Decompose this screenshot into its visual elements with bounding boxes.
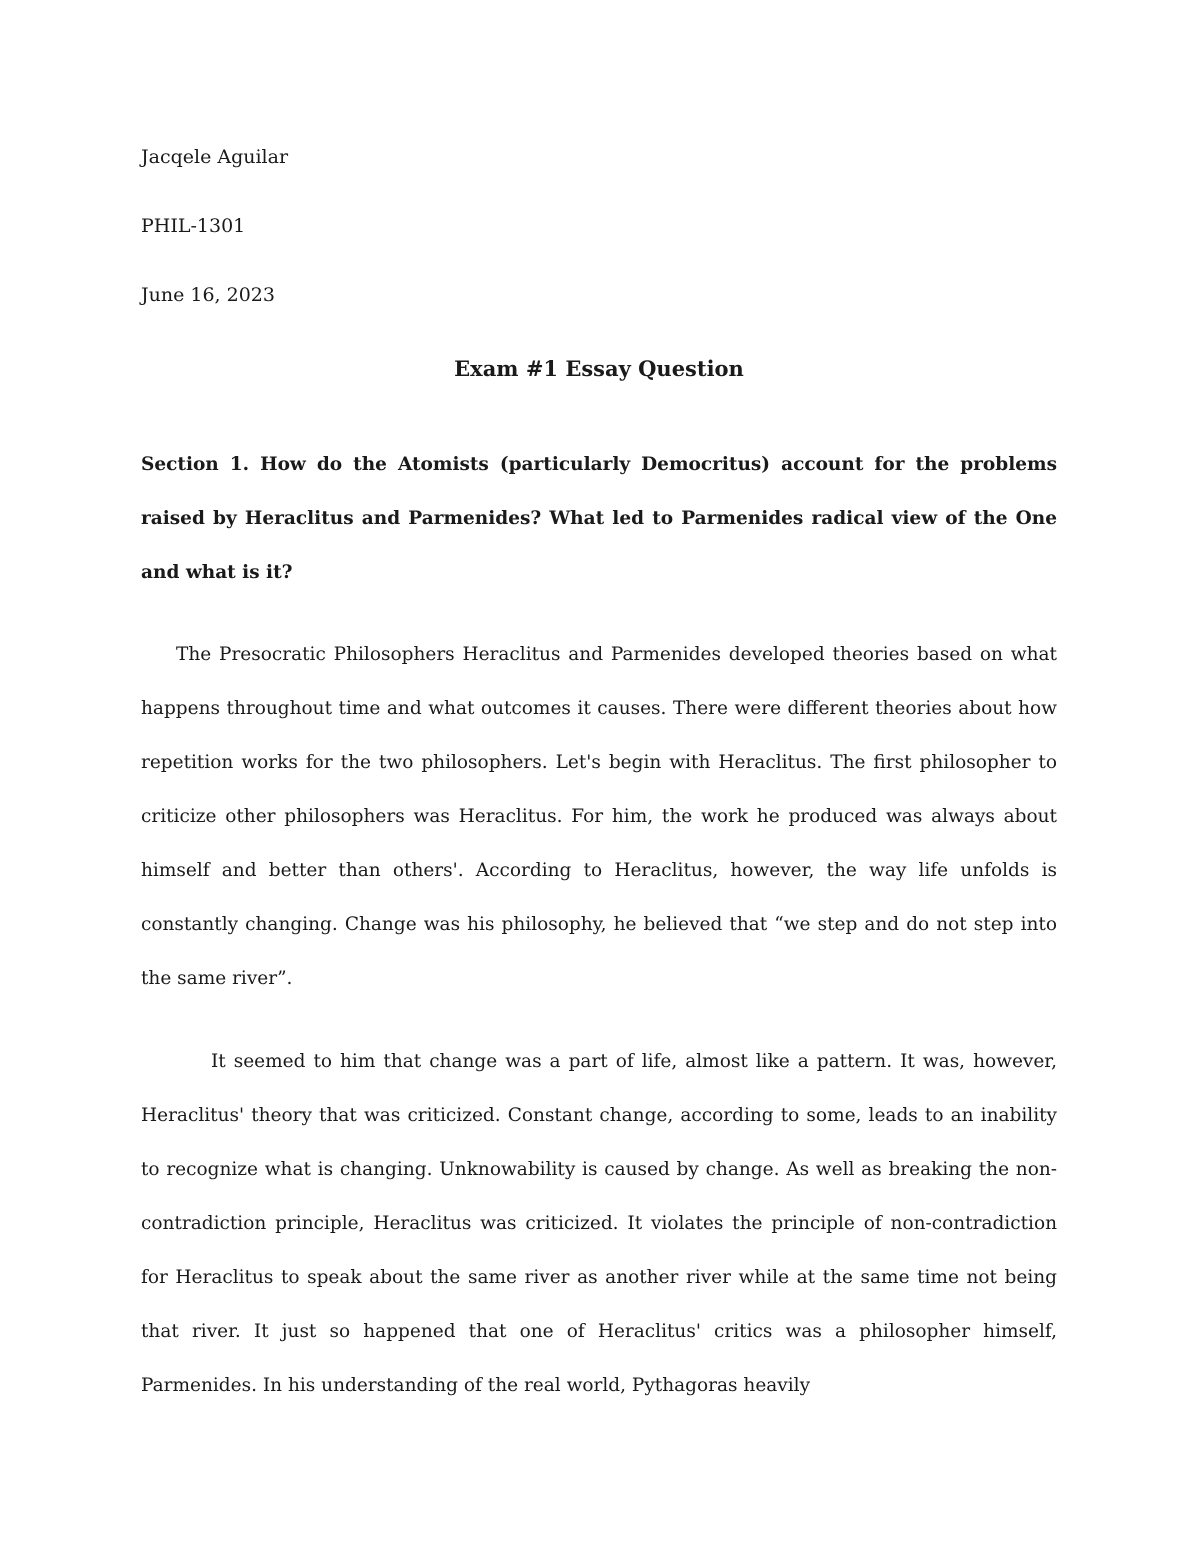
body-paragraph-2: It seemed to him that change was a part of life, almost like a pattern. It was, however, Heraclitus' theory that was criticized. Constant change, according to some, leads to an inability to recognize what is changing. Unknowability is caused by change. As well as breaking the non-contradiction principle, Heraclitus was criticized. It violates the principle of non-contradiction for Heraclitus to speak about the same river as another river while at the same time not being that river. It just so happened that one of Heraclitus' critics was a philosopher himself, Parmenides. In his understanding of the real world, Pythagoras heavily	[141, 1051, 1057, 1396]
author-name: Jacqele Aguilar	[141, 146, 289, 168]
course-code: PHIL-1301	[141, 215, 246, 237]
section-question: Section 1. How do the Atomists (particularly Democritus) account for the problems raised by Heraclitus and Parmenides? What led to Parmenides radical view of the One and what is it?	[141, 454, 1057, 583]
essay-date: June 16, 2023	[141, 284, 275, 306]
body-paragraph-1: The Presocratic Philosophers Heraclitus and Parmenides developed theories based on what happens throughout time and what outcomes it causes. There were different theories about how repetition works for the two philosophers. Let's begin with Heraclitus. The first philosopher to criticize other philosophers was Heraclitus. For him, the work he produced was always about himself and better than others'. According to Heraclitus, however, the way life unfolds is constantly changing. Change was his philosophy, he believed that “we step and do not step into the same river”.	[141, 644, 1057, 989]
essay-title: Exam #1 Essay Question	[454, 356, 744, 381]
